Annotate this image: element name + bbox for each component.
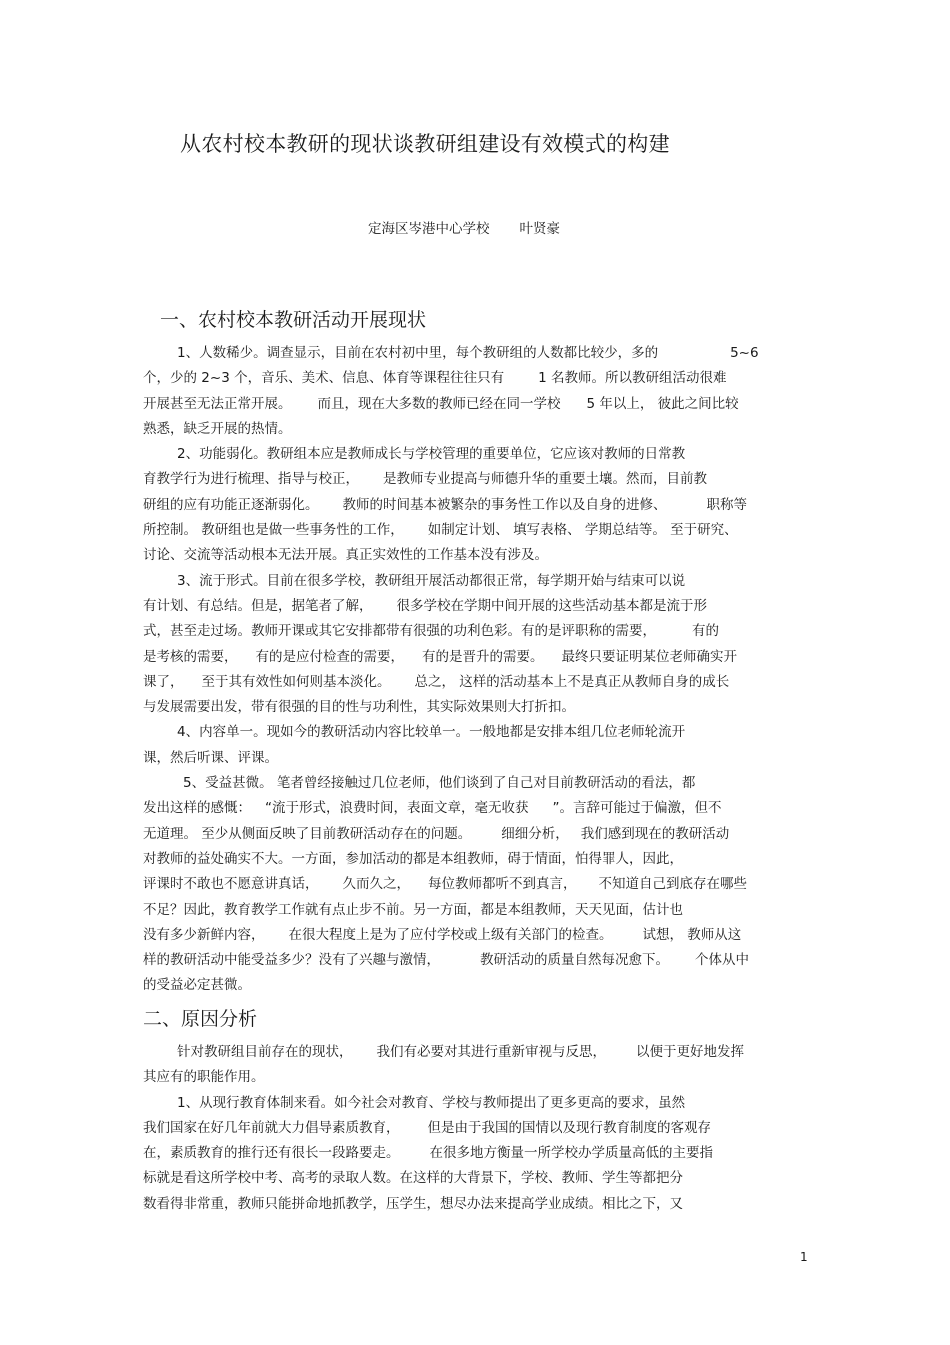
text-line: 我们国家在好几年前就大力倡导素质教育， 但是由于我国的国情以及现行教育制度的客观存 — [143, 1119, 711, 1136]
text-line: 数看得非常重，教师只能拼命地抓教学，压学生，想尽办法来提高学业成绩。相比之下，又 — [143, 1195, 683, 1212]
text-line: 个，少的 2~3 个，音乐、美术、信息、体育等课程往往只有 1 名教师。所以教研组活动很难 — [143, 370, 727, 387]
text-line: 课了， 至于其有效性如何则基本淡化。 总之， 这样的活动基本上不是真正从教师自身的成长 — [143, 673, 730, 690]
text-line: 讨论、交流等活动根本无法开展。真正实效性的工作基本没有涉及。 — [143, 547, 548, 564]
text-line: 开展甚至无法正常开展。 而且，现在大多数的教师已经在同一学校 5 年以上， 彼此之间比较 — [143, 395, 739, 412]
text-line: 育教学行为进行梳理、指导与校正， 是教师专业提高与师德升华的重要土壤。然而，目前教 — [143, 471, 707, 488]
text-line: 2、功能弱化。教研组本应是教师成长与学校管理的重要单位，它应该对教师的日常教 — [177, 446, 686, 463]
text-line: 无道理。 至少从侧面反映了目前教研活动存在的问题。 细细分析， 我们感到现在的教研活动 — [143, 825, 730, 842]
text-line: 的受益必定甚微。 — [143, 977, 251, 994]
text-line: 与发展需要出发，带有很强的目的性与功利性，其实际效果则大打折扣。 — [143, 699, 575, 716]
author-school: 定海区岑港中心学校 — [368, 221, 490, 237]
text-line: 是考核的需要， 有的是应付检查的需要， 有的是晋升的需要。 最终只要证明某位老师确实开 — [143, 648, 737, 665]
author-line — [368, 217, 560, 237]
text-line: 在，素质教育的推行还有很长一段路要走。 在很多地方衡量一所学校办学质量高低的主要指 — [143, 1145, 713, 1162]
text-line: 所控制。 教研组也是做一些事务性的工作， 如制定计划、 填写表格、 学期总结等。 至于研究、 — [143, 522, 738, 539]
text-line: 样的教研活动中能受益多少？没有了兴趣与激情， 教研活动的质量自然每况愈下。 个体从中 — [143, 952, 749, 969]
section-1-heading: 一、农村校本教研活动开展现状 — [160, 309, 427, 331]
text-line: 有计划、有总结。但是，据笔者了解， 很多学校在学期中间开展的这些活动基本都是流于形 — [143, 597, 707, 614]
text-line: 没有多少新鲜内容， 在很大程度上是为了应付学校或上级有关部门的检查。 试想， 教师从这 — [143, 926, 742, 943]
page-number: 1 — [800, 1250, 808, 1264]
text-line: 发出这样的感慨： “流于形式，浪费时间，表面文章，毫无收获 ”。言辞可能过于偏激，但不 — [143, 800, 722, 817]
text-line: 4、内容单一。现如今的教研活动内容比较单一。一般地都是安排本组几位老师轮流开 — [177, 724, 686, 741]
text-line: 5、受益甚微。 笔者曾经接触过几位老师，他们谈到了自己对目前教研活动的看法，都 — [183, 775, 696, 792]
text-line: 1、从现行教育体制来看。如今社会对教育、学校与教师提出了更多更高的要求，虽然 — [177, 1094, 686, 1111]
text-line: 式，甚至走过场。教师开课或其它安排都带有很强的功利色彩。有的是评职称的需要， 有的 — [143, 623, 719, 640]
text-line: 评课时不敢也不愿意讲真话， 久而久之， 每位教师都听不到真言， 不知道自己到底存在哪些 — [143, 876, 747, 893]
text-line: 3、流于形式。目前在很多学校，教研组开展活动都很正常，每学期开始与结束可以说 — [177, 572, 686, 589]
text-line: 标就是看这所学校中考、高考的录取人数。在这样的大背景下，学校、教师、学生等都把分 — [143, 1170, 683, 1187]
text-line: 其应有的职能作用。 — [143, 1069, 265, 1086]
text-line: 对教师的益处确实不大。一方面，参加活动的都是本组教师，碍于情面，怕得罪人，因此， — [143, 850, 683, 867]
section-2-heading: 二、原因分析 — [143, 1008, 258, 1030]
text-line: 不足？因此，教育教学工作就有点止步不前。另一方面，都是本组教师，天天见面，估计也 — [143, 901, 683, 918]
author-name: 叶贤豪 — [519, 221, 560, 237]
text-line: 课，然后听课、评课。 — [143, 749, 278, 766]
text-line: 熟悉，缺乏开展的热情。 — [143, 420, 292, 437]
section-2-body — [143, 1040, 813, 1217]
text-line: 1、人数稀少。调查显示，目前在农村初中里，每个教研组的人数都比较少，多的 5~6 — [177, 345, 759, 361]
text-line: 针对教研组目前存在的现状， 我们有必要对其进行重新审视与反思， 以便于更好地发挥 — [177, 1044, 744, 1060]
text-line: 研组的应有功能正逐渐弱化。 教师的时间基本被繁杂的事务性工作以及自身的进修、 职称等 — [143, 496, 747, 513]
section-1-body — [143, 341, 813, 999]
document-title: 从农村校本教研的现状谈教研组建设有效模式的构建 — [180, 132, 670, 156]
